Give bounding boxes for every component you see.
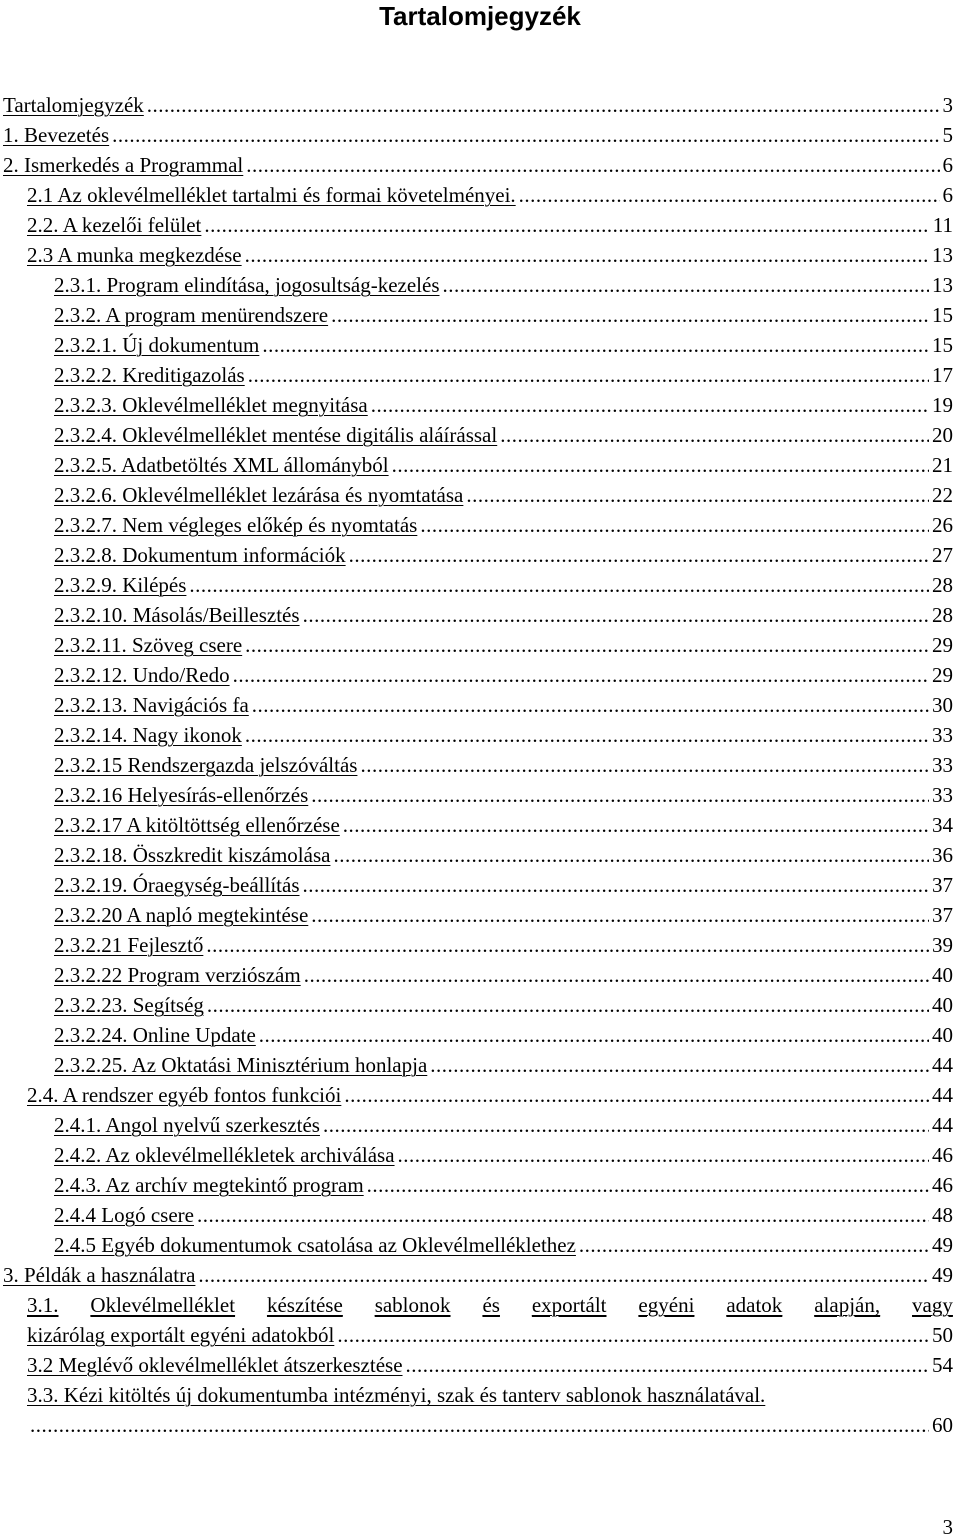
toc-dot-leader: [430, 1050, 929, 1080]
toc-page-number: 33: [932, 753, 953, 777]
toc-dot-leader: [252, 690, 929, 720]
toc-entry-title[interactable]: 2.3.2.12. Undo/Redo: [54, 663, 230, 687]
toc-page-number: 40: [932, 963, 953, 987]
toc-dot-leader: [420, 510, 929, 540]
toc-word: sablonok: [374, 1293, 451, 1317]
toc-page-number: 3: [942, 93, 953, 117]
toc-entry-title[interactable]: 2.3.2.11. Szöveg csere: [54, 633, 243, 657]
toc-entry[interactable]: [54, 780, 953, 810]
toc-dot-leader: [443, 270, 930, 300]
toc-entry[interactable]: [54, 930, 953, 960]
toc-entry-title[interactable]: 2.3.2.1. Új dokumentum: [54, 333, 260, 357]
toc-entry-title[interactable]: 3.3. Kézi kitöltés új dokumentumba intézményi, szak és tanterv sablonok használatával.: [27, 1383, 766, 1407]
toc-entry-title[interactable]: 2.3.2.21 Fejlesztő: [54, 933, 204, 957]
toc-entry[interactable]: [54, 330, 953, 360]
toc-dot-leader: [371, 390, 929, 420]
toc-word: készítése: [266, 1293, 343, 1317]
toc-entry-title[interactable]: 2.1 Az oklevélmelléklet tartalmi és formai követelményei.: [27, 183, 516, 207]
toc-word: vagy: [912, 1293, 953, 1317]
toc-dot-leader: [303, 870, 929, 900]
toc-page-number: 5: [942, 123, 953, 147]
toc-entry[interactable]: [27, 210, 953, 240]
toc-entry-title[interactable]: 2.4. A rendszer egyéb fontos funkciói: [27, 1083, 342, 1107]
toc-dot-leader: [206, 930, 929, 960]
toc-page-number: 46: [932, 1173, 953, 1197]
toc-dot-leader: [466, 480, 929, 510]
toc-entry[interactable]: [54, 990, 953, 1020]
toc-dot-leader: [246, 150, 939, 180]
toc-dot-leader: [579, 1230, 929, 1260]
toc-dot-leader: [406, 1350, 929, 1380]
page-number: 3: [942, 1515, 953, 1539]
toc-page-number: 15: [932, 303, 953, 327]
toc-entry-title[interactable]: 2.3.2.15 Rendszergazda jelszóváltás: [54, 753, 358, 777]
toc-page-number: 6: [942, 183, 953, 207]
toc-entry[interactable]: [54, 420, 953, 450]
toc-entry[interactable]: [54, 300, 953, 330]
toc-entry[interactable]: [54, 360, 953, 390]
toc-dot-leader: [392, 450, 929, 480]
toc-page-number: 29: [932, 633, 953, 657]
toc-page-number: 40: [932, 1023, 953, 1047]
toc-entry[interactable]: [54, 1140, 953, 1170]
toc-dot-leader: [323, 1110, 929, 1140]
toc-entry-title[interactable]: 2.3.2.17 A kitöltöttség ellenőrzése: [54, 813, 340, 837]
toc-dot-leader: [198, 1260, 929, 1290]
toc-entry[interactable]: [3, 150, 953, 180]
toc-entry[interactable]: [27, 1080, 953, 1110]
toc-dot-leader: [259, 1020, 929, 1050]
toc-entry-title[interactable]: 2. Ismerkedés a Programmal: [3, 153, 244, 177]
toc-entry[interactable]: [54, 900, 953, 930]
toc-entry-title[interactable]: 2.3.2.7. Nem végleges előkép és nyomtatás: [54, 513, 418, 537]
toc-entry[interactable]: [54, 630, 953, 660]
toc-entry-title[interactable]: 2.3.2.18. Összkredit kiszámolása: [54, 843, 331, 867]
toc-dot-leader: [207, 990, 929, 1020]
toc-page-number: 13: [932, 273, 953, 297]
toc-entry-title[interactable]: 2.3 A munka megkezdése: [27, 243, 242, 267]
toc-entry[interactable]: [54, 1200, 953, 1230]
toc-page-number: 46: [932, 1143, 953, 1167]
toc-entry-title[interactable]: 2.3.2.24. Online Update: [54, 1023, 256, 1047]
toc-entry-title[interactable]: 2.3.2.14. Nagy ikonok: [54, 723, 242, 747]
toc-dot-leader: [233, 660, 929, 690]
toc-entry[interactable]: [27, 180, 953, 210]
toc-dot-leader: [519, 180, 940, 210]
toc-page-number: 26: [932, 513, 953, 537]
toc-dot-leader: [398, 1140, 929, 1170]
toc-dot-leader: [245, 720, 929, 750]
toc-entry-3-3-line1[interactable]: [27, 1380, 953, 1410]
toc-entry[interactable]: [54, 510, 953, 540]
toc-entry[interactable]: [54, 1020, 953, 1050]
toc-entry-title[interactable]: 2.3.2.5. Adatbetöltés XML állományból: [54, 453, 389, 477]
toc-entry[interactable]: [3, 1260, 953, 1290]
toc-entry[interactable]: [54, 690, 953, 720]
toc-entry-title[interactable]: 2.3.2.22 Program verziószám: [54, 963, 301, 987]
toc-entry-title[interactable]: 2.3.2.10. Másolás/Beillesztés: [54, 603, 300, 627]
toc-entry[interactable]: [27, 240, 953, 270]
toc-entry-title[interactable]: 2.4.1. Angol nyelvű szerkesztés: [54, 1113, 320, 1137]
toc-entry[interactable]: [54, 450, 953, 480]
toc-entry-title[interactable]: 2.4.4 Logó csere: [54, 1203, 194, 1227]
toc-dot-leader: [112, 120, 939, 150]
toc-entry-title[interactable]: 2.3.2.25. Az Oktatási Minisztérium honlapja: [54, 1053, 428, 1077]
toc-dot-leader: [30, 1410, 929, 1440]
toc-entry[interactable]: [54, 390, 953, 420]
toc-word: Oklevélmelléklet: [90, 1293, 236, 1317]
toc-page-number: 40: [932, 993, 953, 1017]
toc-entry-title[interactable]: 2.3.2.9. Kilépés: [54, 573, 187, 597]
toc-entry[interactable]: [54, 1050, 953, 1080]
toc-entry[interactable]: [54, 870, 953, 900]
toc-entry-title[interactable]: 2.3.2.2. Kreditigazolás: [54, 363, 245, 387]
toc-entry[interactable]: [27, 1410, 953, 1440]
toc-page-number: 28: [932, 603, 953, 627]
toc-entry-title[interactable]: kizárólag exportált egyéni adatokból: [27, 1323, 335, 1347]
toc-page-number: 48: [932, 1203, 953, 1227]
toc-page-number: 29: [932, 663, 953, 687]
toc-page-number: 34: [932, 813, 953, 837]
toc-entry-title[interactable]: 2.3.2. A program menürendszere: [54, 303, 329, 327]
toc-entry[interactable]: [54, 570, 953, 600]
toc-dot-leader: [262, 330, 929, 360]
toc-page-number: 19: [932, 393, 953, 417]
toc-page-number: 44: [932, 1113, 953, 1137]
toc-entry-title[interactable]: 2.3.2.23. Segítség: [54, 993, 204, 1017]
toc-dot-leader: [343, 810, 929, 840]
toc-word: és: [482, 1293, 500, 1317]
toc-word: adatok: [726, 1293, 783, 1317]
toc-word: exportált: [531, 1293, 607, 1317]
toc-page-number: 60: [932, 1413, 953, 1437]
toc-dot-leader: [248, 360, 929, 390]
toc-page-number: 49: [932, 1233, 953, 1257]
toc-entry[interactable]: [27, 1320, 953, 1350]
toc-page-number: 44: [932, 1083, 953, 1107]
toc-entry[interactable]: [54, 720, 953, 750]
toc-entry-title[interactable]: 2.2. A kezelői felület: [27, 213, 202, 237]
toc-entry[interactable]: [3, 120, 953, 150]
toc-entry[interactable]: [54, 960, 953, 990]
toc-page-number: 13: [932, 243, 953, 267]
toc-dot-leader: [331, 300, 929, 330]
toc-entry[interactable]: [27, 1350, 953, 1380]
toc-page-number: 54: [932, 1353, 953, 1377]
toc-page-number: 39: [932, 933, 953, 957]
toc-dot-leader: [349, 540, 929, 570]
toc-word: 3.1.: [27, 1293, 59, 1317]
toc-dot-leader: [333, 840, 929, 870]
toc-page-number: 33: [932, 723, 953, 747]
toc-title: Tartalomjegyzék: [379, 1, 581, 31]
toc-entry[interactable]: [54, 600, 953, 630]
toc-entry[interactable]: [54, 810, 953, 840]
toc-dot-leader: [344, 1080, 929, 1110]
toc-page-number: 15: [932, 333, 953, 357]
toc-dot-leader: [303, 600, 929, 630]
toc-entry[interactable]: [54, 270, 953, 300]
toc-entry-title[interactable]: 2.3.2.13. Navigációs fa: [54, 693, 249, 717]
toc-entry-title[interactable]: 2.4.3. Az archív megtekintő program: [54, 1173, 364, 1197]
toc-entry[interactable]: [54, 1110, 953, 1140]
toc-page-number: 36: [932, 843, 953, 867]
toc-entry-title[interactable]: 3.2 Meglévő oklevélmelléklet átszerkesztése: [27, 1353, 403, 1377]
toc-dot-leader: [311, 900, 929, 930]
toc-entry-title[interactable]: 2.3.2.19. Óraegység-beállítás: [54, 873, 300, 897]
toc-entry[interactable]: [54, 1170, 953, 1200]
toc-page-number: 33: [932, 783, 953, 807]
toc-page-number: 44: [932, 1053, 953, 1077]
toc-entry-title[interactable]: 2.4.2. Az oklevélmellékletek archiválása: [54, 1143, 395, 1167]
toc-page-number: 22: [932, 483, 953, 507]
toc-entry[interactable]: [54, 750, 953, 780]
toc-entry[interactable]: [54, 840, 953, 870]
toc-entry-title[interactable]: 2.3.2.4. Oklevélmelléklet mentése digitális aláírással: [54, 423, 498, 447]
toc-entry-title[interactable]: 2.3.2.6. Oklevélmelléklet lezárása és nyomtatása: [54, 483, 464, 507]
toc-word: alapján,: [814, 1293, 881, 1317]
toc-entry-title[interactable]: 2.4.5 Egyéb dokumentumok csatolása az Oklevélmelléklethez: [54, 1233, 576, 1257]
toc-page-number: 50: [932, 1323, 953, 1347]
toc-entry-title[interactable]: 2.3.2.3. Oklevélmelléklet megnyitása: [54, 393, 368, 417]
toc-dot-leader: [367, 1170, 929, 1200]
toc-entry-title[interactable]: Tartalomjegyzék: [3, 93, 144, 117]
toc-dot-leader: [245, 630, 929, 660]
toc-page-number: 37: [932, 903, 953, 927]
toc-dot-leader: [311, 780, 929, 810]
toc-dot-leader: [360, 750, 929, 780]
toc-page-number: 21: [932, 453, 953, 477]
toc-dot-leader: [147, 90, 940, 120]
toc-page-number: 49: [932, 1263, 953, 1287]
toc-dot-leader: [245, 240, 929, 270]
toc-dot-leader: [304, 960, 929, 990]
toc-dot-leader: [337, 1320, 929, 1350]
toc-entry[interactable]: [54, 540, 953, 570]
toc-entry-3-1-line1[interactable]: [27, 1290, 953, 1320]
toc-page-number: 27: [932, 543, 953, 567]
toc-word: egyéni: [638, 1293, 695, 1317]
toc-entry-title[interactable]: 1. Bevezetés: [3, 123, 110, 147]
toc-page-number: 6: [942, 153, 953, 177]
toc-page-number: 17: [932, 363, 953, 387]
toc-page-number: 37: [932, 873, 953, 897]
toc-entry-title[interactable]: 2.3.1. Program elindítása, jogosultság-kezelés: [54, 273, 440, 297]
toc-entry[interactable]: [54, 480, 953, 510]
toc-entry[interactable]: [54, 660, 953, 690]
toc-entry-title[interactable]: 3. Példák a használatra: [3, 1263, 196, 1287]
toc-entry-title[interactable]: 2.3.2.8. Dokumentum információk: [54, 543, 346, 567]
toc-page-number: 11: [932, 213, 953, 237]
toc-page-number: 28: [932, 573, 953, 597]
toc-page-number: 30: [932, 693, 953, 717]
toc-dot-leader: [204, 210, 929, 240]
toc-page-number: 20: [932, 423, 953, 447]
toc-entry[interactable]: [54, 1230, 953, 1260]
toc-entry[interactable]: [3, 90, 953, 120]
toc-dot-leader: [189, 570, 929, 600]
toc-dot-leader: [197, 1200, 929, 1230]
toc-entry-title[interactable]: 2.3.2.20 A napló megtekintése: [54, 903, 309, 927]
toc-dot-leader: [500, 420, 929, 450]
toc-entry-title[interactable]: 2.3.2.16 Helyesírás-ellenőrzés: [54, 783, 309, 807]
